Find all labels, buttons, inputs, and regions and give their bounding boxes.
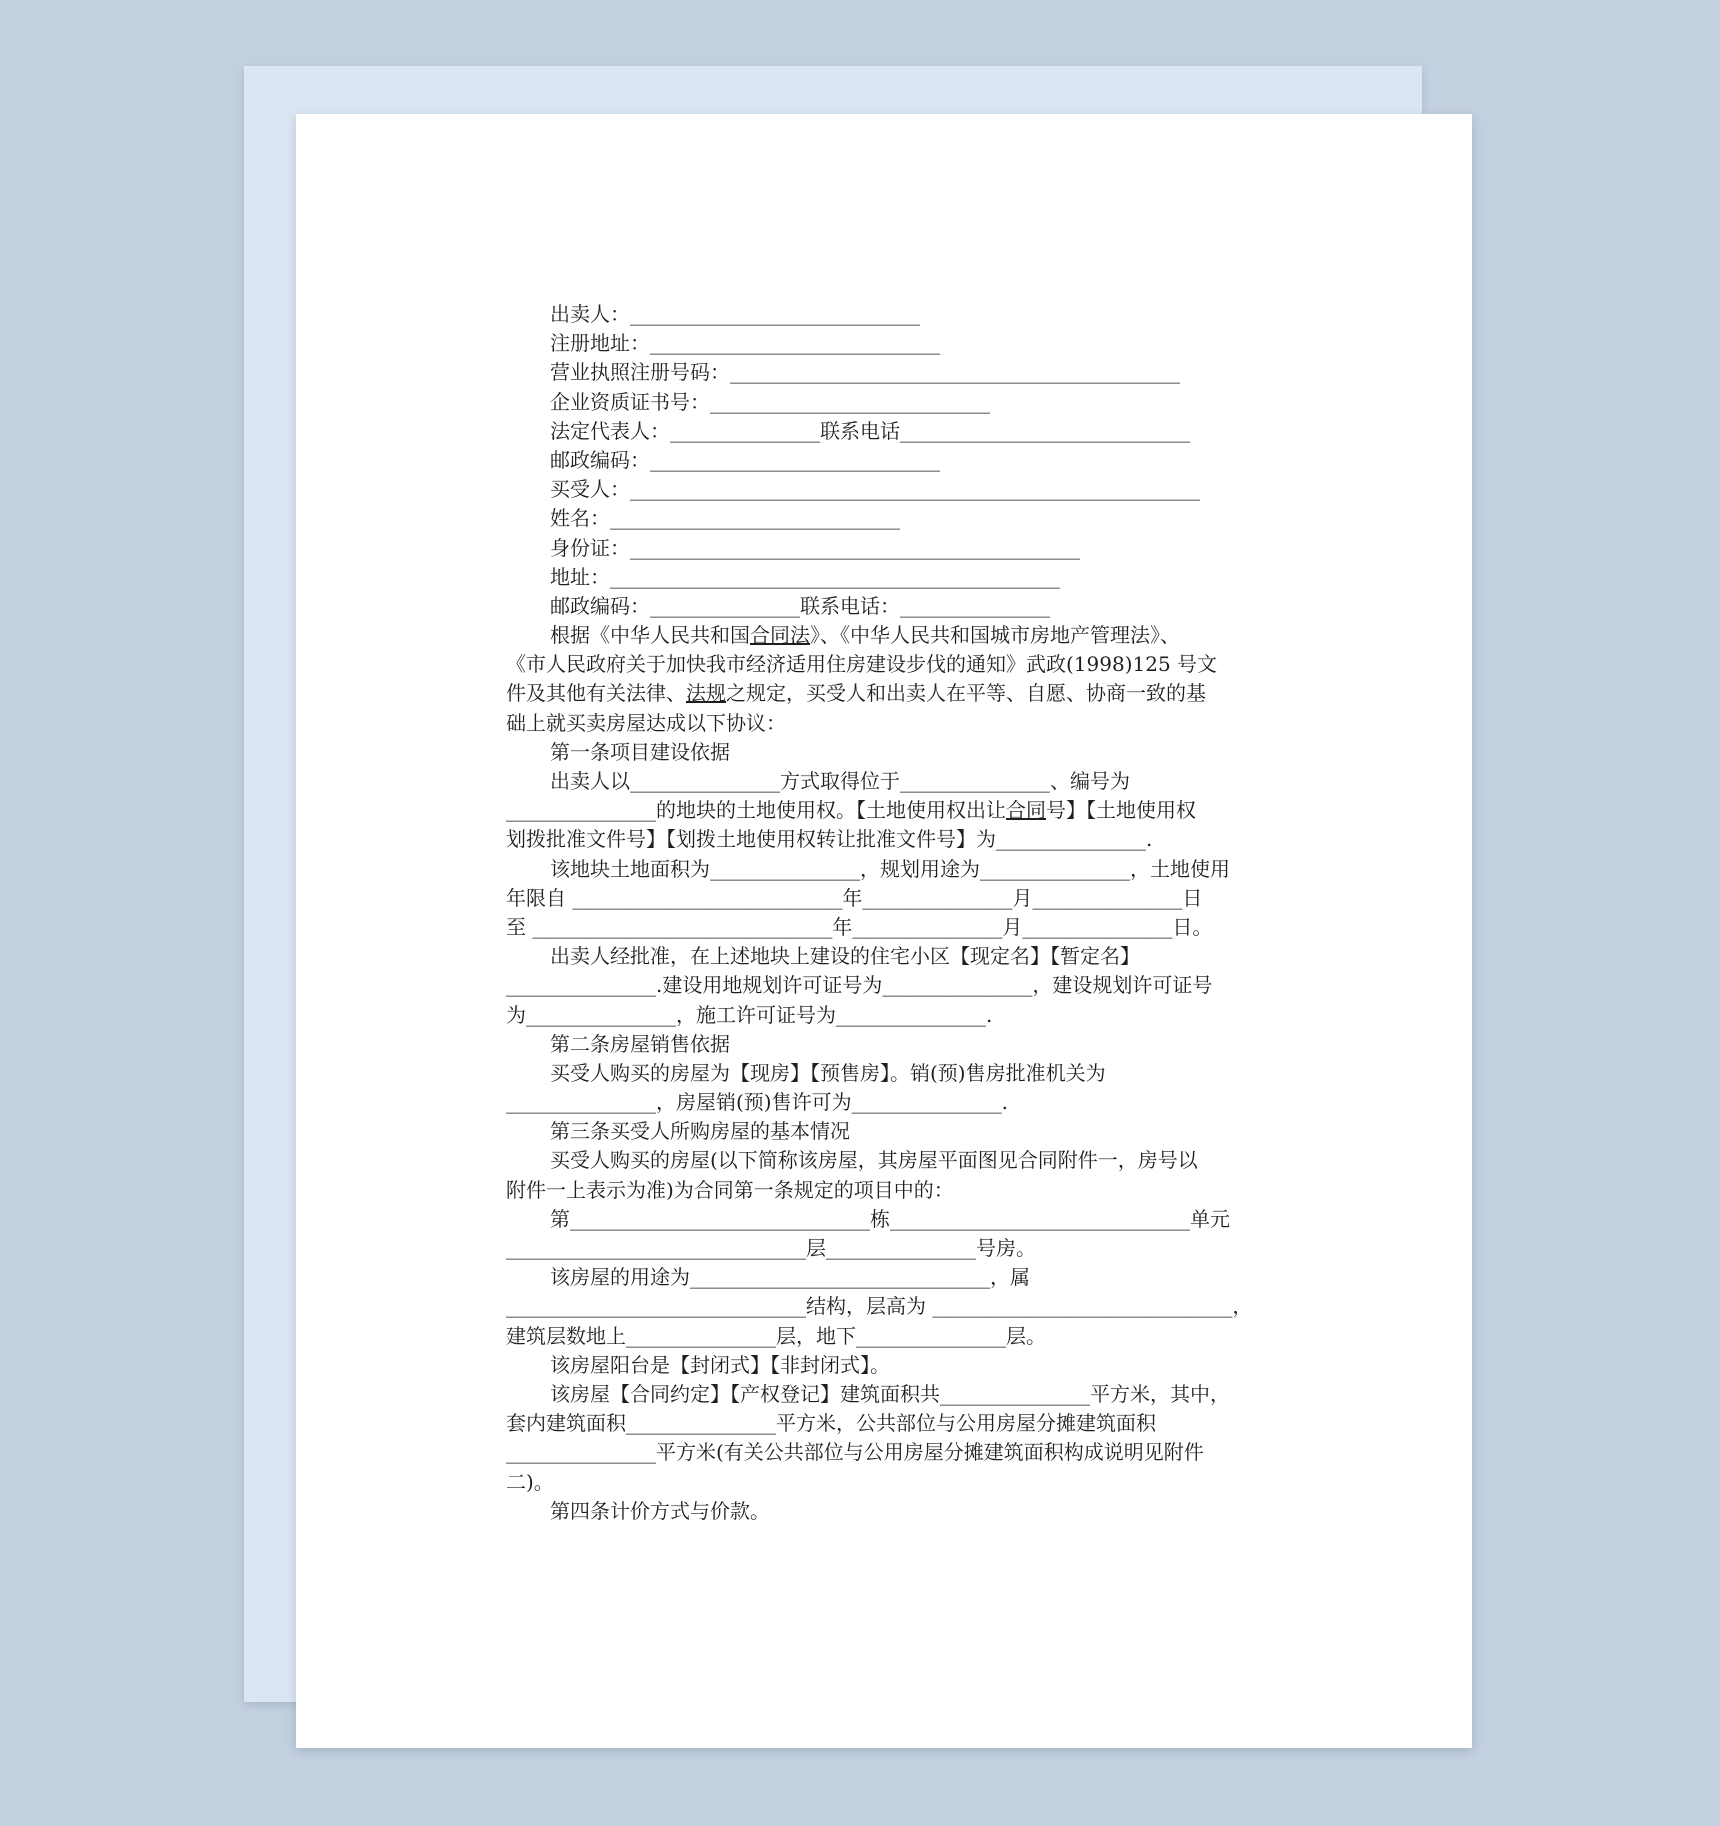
document-text-line: 买受人购买的房屋为【现房】【预售房】。销(预)售房批准机关为 (550, 1060, 1106, 1085)
document-text-line: 划拨批准文件号】【划拨土地使用权转让批准文件号】为_______________. (506, 827, 1153, 852)
document-text-line: 二)。 (506, 1469, 554, 1494)
document-text-line: 该房屋阳台是【封闭式】【非封闭式】。 (550, 1352, 890, 1377)
document-page (296, 114, 1472, 1748)
text-segment: _______________的地块的土地使用权。【土地使用权出让 (506, 798, 1006, 823)
underlined-term: 合同法 (750, 623, 810, 648)
document-text-line: 身份证：_____________________________________________ (550, 535, 1080, 560)
document-text-line: _______________平方米(有关公共部位与公用房屋分摊建筑面积构成说明见附件 (506, 1440, 1204, 1465)
document-text-line: 建筑层数地上_______________层，地下_______________层。 (506, 1323, 1046, 1348)
document-text-line: 附件一上表示为准)为合同第一条规定的项目中的： (506, 1177, 954, 1202)
document-text-line (506, 796, 1266, 825)
document-text-line: 至 ______________________________年_______________月_______________日。 (506, 914, 1213, 939)
document-text-line: _______________，房屋销(预)售许可为_______________. (506, 1090, 1008, 1115)
document-text-line: 买受人：_________________________________________________________ (550, 477, 1200, 502)
document-text-line: 出卖人经批准，在上述地块上建设的住宅小区【现定名】【暂定名】 (550, 944, 1140, 969)
document-text-line: _______________.建设用地规划许可证号为_______________，建设规划许可证号 (506, 973, 1213, 998)
text-segment: 之规定，买受人和出卖人在平等、自愿、协商一致的基 (726, 681, 1206, 706)
document-text-line: 第二条房屋销售依据 (550, 1031, 730, 1056)
document-text-line: ______________________________层_______________号房。 (506, 1236, 1036, 1260)
document-text-line: 套内建筑面积_______________平方米，公共部位与公用房屋分摊建筑面积 (506, 1411, 1156, 1436)
document-text-line: 该地块土地面积为_______________，规划用途为_______________，土地使用 (550, 856, 1230, 881)
document-text-line: 邮政编码：_______________联系电话：_______________ (550, 593, 1050, 618)
document-text-line: 为_______________，施工许可证号为_______________. (506, 1002, 993, 1027)
document-text-line: 该房屋的用途为______________________________，属 (550, 1265, 1030, 1290)
document-text-line: 年限自 ___________________________年_______________月_______________日 (506, 885, 1203, 910)
document-text-line: 《市人民政府关于加快我市经济适用住房建设步伐的通知》武政(1998)125 号文 (506, 652, 1218, 677)
document-text-line: 邮政编码：_____________________________ (550, 447, 940, 472)
document-text-line: 营业执照注册号码：_____________________________________________ (550, 360, 1180, 385)
document-text-line: 出卖人：_____________________________ (550, 302, 920, 326)
text-segment: 根据《中华人民共和国 (550, 623, 750, 648)
document-text-line: 注册地址：_____________________________ (550, 331, 940, 356)
document-text-line: 地址：_____________________________________________ (550, 564, 1060, 589)
underlined-term: 合同 (1006, 798, 1046, 823)
document-text-line: 出卖人以_______________方式取得位于_______________、编号为 (550, 769, 1130, 793)
contract-text-body (506, 300, 1266, 1526)
document-text-line: 企业资质证书号：____________________________ (550, 389, 990, 414)
underlined-term: 法规 (686, 681, 726, 706)
document-text-line: 姓名：_____________________________ (550, 506, 900, 531)
document-text-line: ______________________________结构，层高为 ______________________________， (506, 1294, 1253, 1319)
document-text-line (506, 679, 1266, 708)
document-text-line: 该房屋【合同约定】【产权登记】建筑面积共_______________平方米，其中， (550, 1381, 1230, 1406)
text-segment: 》、《中华人民共和国城市房地产管理法》、 (810, 623, 1180, 648)
document-text-line: 础上就买卖房屋达成以下协议： (506, 710, 786, 735)
text-segment: 号】【土地使用权 (1046, 798, 1196, 823)
document-text-line: 法定代表人：_______________联系电话_____________________________ (550, 418, 1190, 443)
document-text-line (506, 621, 1266, 650)
document-text-line: 第______________________________栋______________________________单元 (550, 1206, 1230, 1231)
document-text-line: 第三条买受人所购房屋的基本情况 (550, 1119, 850, 1144)
document-text-line: 第四条计价方式与价款。 (550, 1498, 770, 1523)
document-text-line: 买受人购买的房屋(以下简称该房屋，其房屋平面图见合同附件一，房号以 (550, 1148, 1198, 1173)
document-text-line: 第一条项目建设依据 (550, 739, 730, 764)
text-segment: 件及其他有关法律、 (506, 681, 686, 706)
